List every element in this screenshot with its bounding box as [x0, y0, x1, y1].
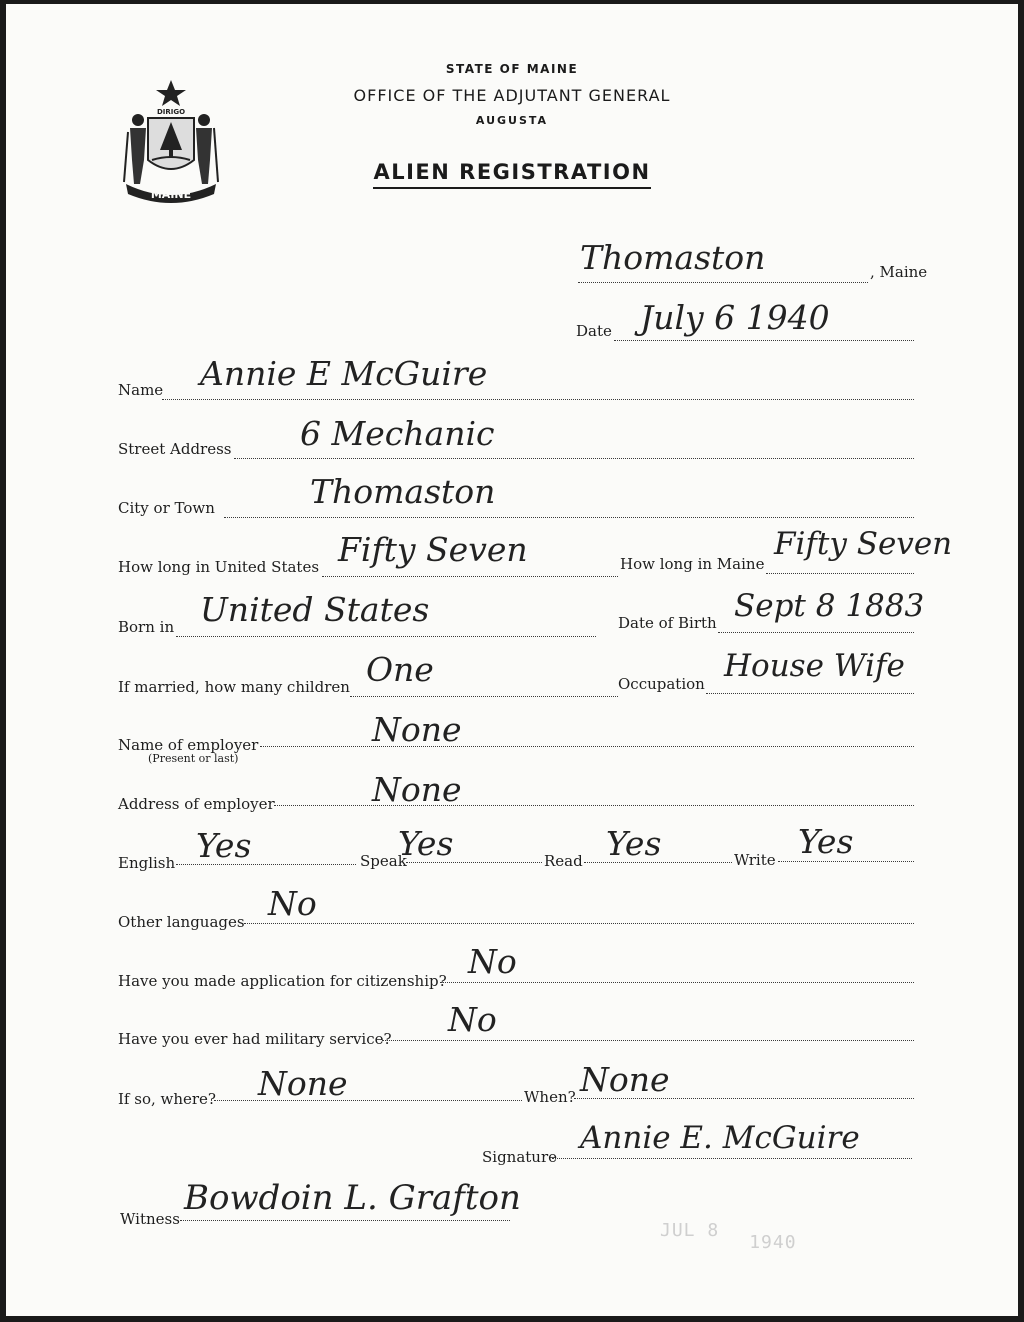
date-entry: July 6 1940 — [640, 298, 830, 337]
write-entry: Yes — [798, 822, 854, 861]
signature-label: Signature — [482, 1148, 558, 1166]
military-entry: No — [448, 1000, 497, 1039]
born-in-entry: United States — [200, 590, 430, 629]
dob-line — [718, 632, 914, 633]
office-heading: OFFICE OF THE ADJUTANT GENERAL — [353, 86, 671, 105]
state-heading: STATE OF MAINE — [445, 62, 579, 76]
children-line — [350, 696, 618, 697]
seal-name: MAINE — [150, 188, 192, 201]
citizenship-line — [440, 982, 914, 983]
write-label: Write — [734, 851, 776, 869]
witness-entry: Bowdoin L. Grafton — [184, 1178, 521, 1218]
name-entry: Annie E McGuire — [200, 354, 488, 393]
name-label: Name — [118, 381, 164, 399]
when-entry: None — [580, 1060, 670, 1099]
maine-label: , Maine — [870, 263, 928, 281]
city-heading: AUGUSTA — [475, 114, 549, 127]
date-label: Date — [576, 322, 612, 340]
write-line — [778, 861, 914, 862]
occupation-entry: House Wife — [724, 648, 905, 684]
read-entry: Yes — [606, 824, 662, 863]
stamp-year: 1940 — [749, 1232, 797, 1253]
street-label: Street Address — [118, 440, 232, 458]
seal-motto: DIRIGO — [156, 108, 186, 116]
english-label: English — [118, 854, 176, 872]
english-entry: Yes — [196, 826, 252, 865]
speak-label: Speak — [360, 852, 407, 870]
employer-sublabel: (Present or last) — [148, 752, 239, 765]
military-line — [382, 1040, 914, 1041]
born-in-label: Born in — [118, 618, 175, 636]
other-languages-entry: No — [268, 884, 317, 923]
how-long-maine-line — [766, 573, 914, 574]
citizenship-entry: No — [468, 942, 517, 981]
born-in-line — [176, 636, 596, 637]
employer-entry: None — [372, 710, 462, 749]
employer-label: Name of employer — [118, 736, 259, 754]
dob-label: Date of Birth — [618, 614, 717, 632]
how-long-us-line — [322, 576, 618, 577]
city-line — [224, 517, 914, 518]
read-label: Read — [544, 852, 583, 870]
witness-line — [180, 1220, 510, 1221]
where-entry: None — [258, 1064, 348, 1103]
children-entry: One — [366, 650, 434, 689]
occupation-line — [706, 693, 914, 694]
citizenship-label: Have you made application for citizenship? — [118, 972, 447, 990]
military-label: Have you ever had military service? — [118, 1030, 392, 1048]
city-label: City or Town — [118, 499, 215, 517]
received-stamp — [660, 1220, 797, 1253]
town-line — [578, 282, 868, 283]
town-entry: Thomaston — [580, 238, 766, 277]
stamp-date: JUL 8 — [660, 1220, 720, 1241]
how-long-maine-entry: Fifty Seven — [774, 526, 953, 562]
how-long-maine-label: How long in Maine — [620, 555, 765, 573]
dob-entry: Sept 8 1883 — [734, 588, 925, 624]
how-long-us-entry: Fifty Seven — [338, 530, 528, 569]
other-languages-line — [244, 923, 914, 924]
speak-entry: Yes — [398, 824, 454, 863]
other-languages-label: Other languages — [118, 913, 245, 931]
how-long-us-label: How long in United States — [118, 558, 320, 576]
employer-address-line — [274, 805, 914, 806]
when-label: When? — [524, 1088, 576, 1106]
employer-address-entry: None — [372, 770, 462, 809]
witness-label: Witness — [120, 1210, 180, 1228]
date-line — [614, 340, 914, 341]
maine-seal-icon — [118, 78, 224, 206]
street-entry: 6 Mechanic — [300, 414, 495, 453]
signature-line — [552, 1158, 912, 1159]
form-title: ALIEN REGISTRATION — [0, 160, 1024, 184]
occupation-label: Occupation — [618, 675, 705, 693]
name-line — [162, 399, 914, 400]
signature-entry: Annie E. McGuire — [580, 1120, 860, 1156]
city-entry: Thomaston — [310, 472, 496, 511]
employer-line — [260, 746, 914, 747]
where-label: If so, where? — [118, 1090, 216, 1108]
employer-address-label: Address of employer — [118, 795, 275, 813]
children-label: If married, how many children — [118, 678, 350, 696]
street-line — [234, 458, 914, 459]
